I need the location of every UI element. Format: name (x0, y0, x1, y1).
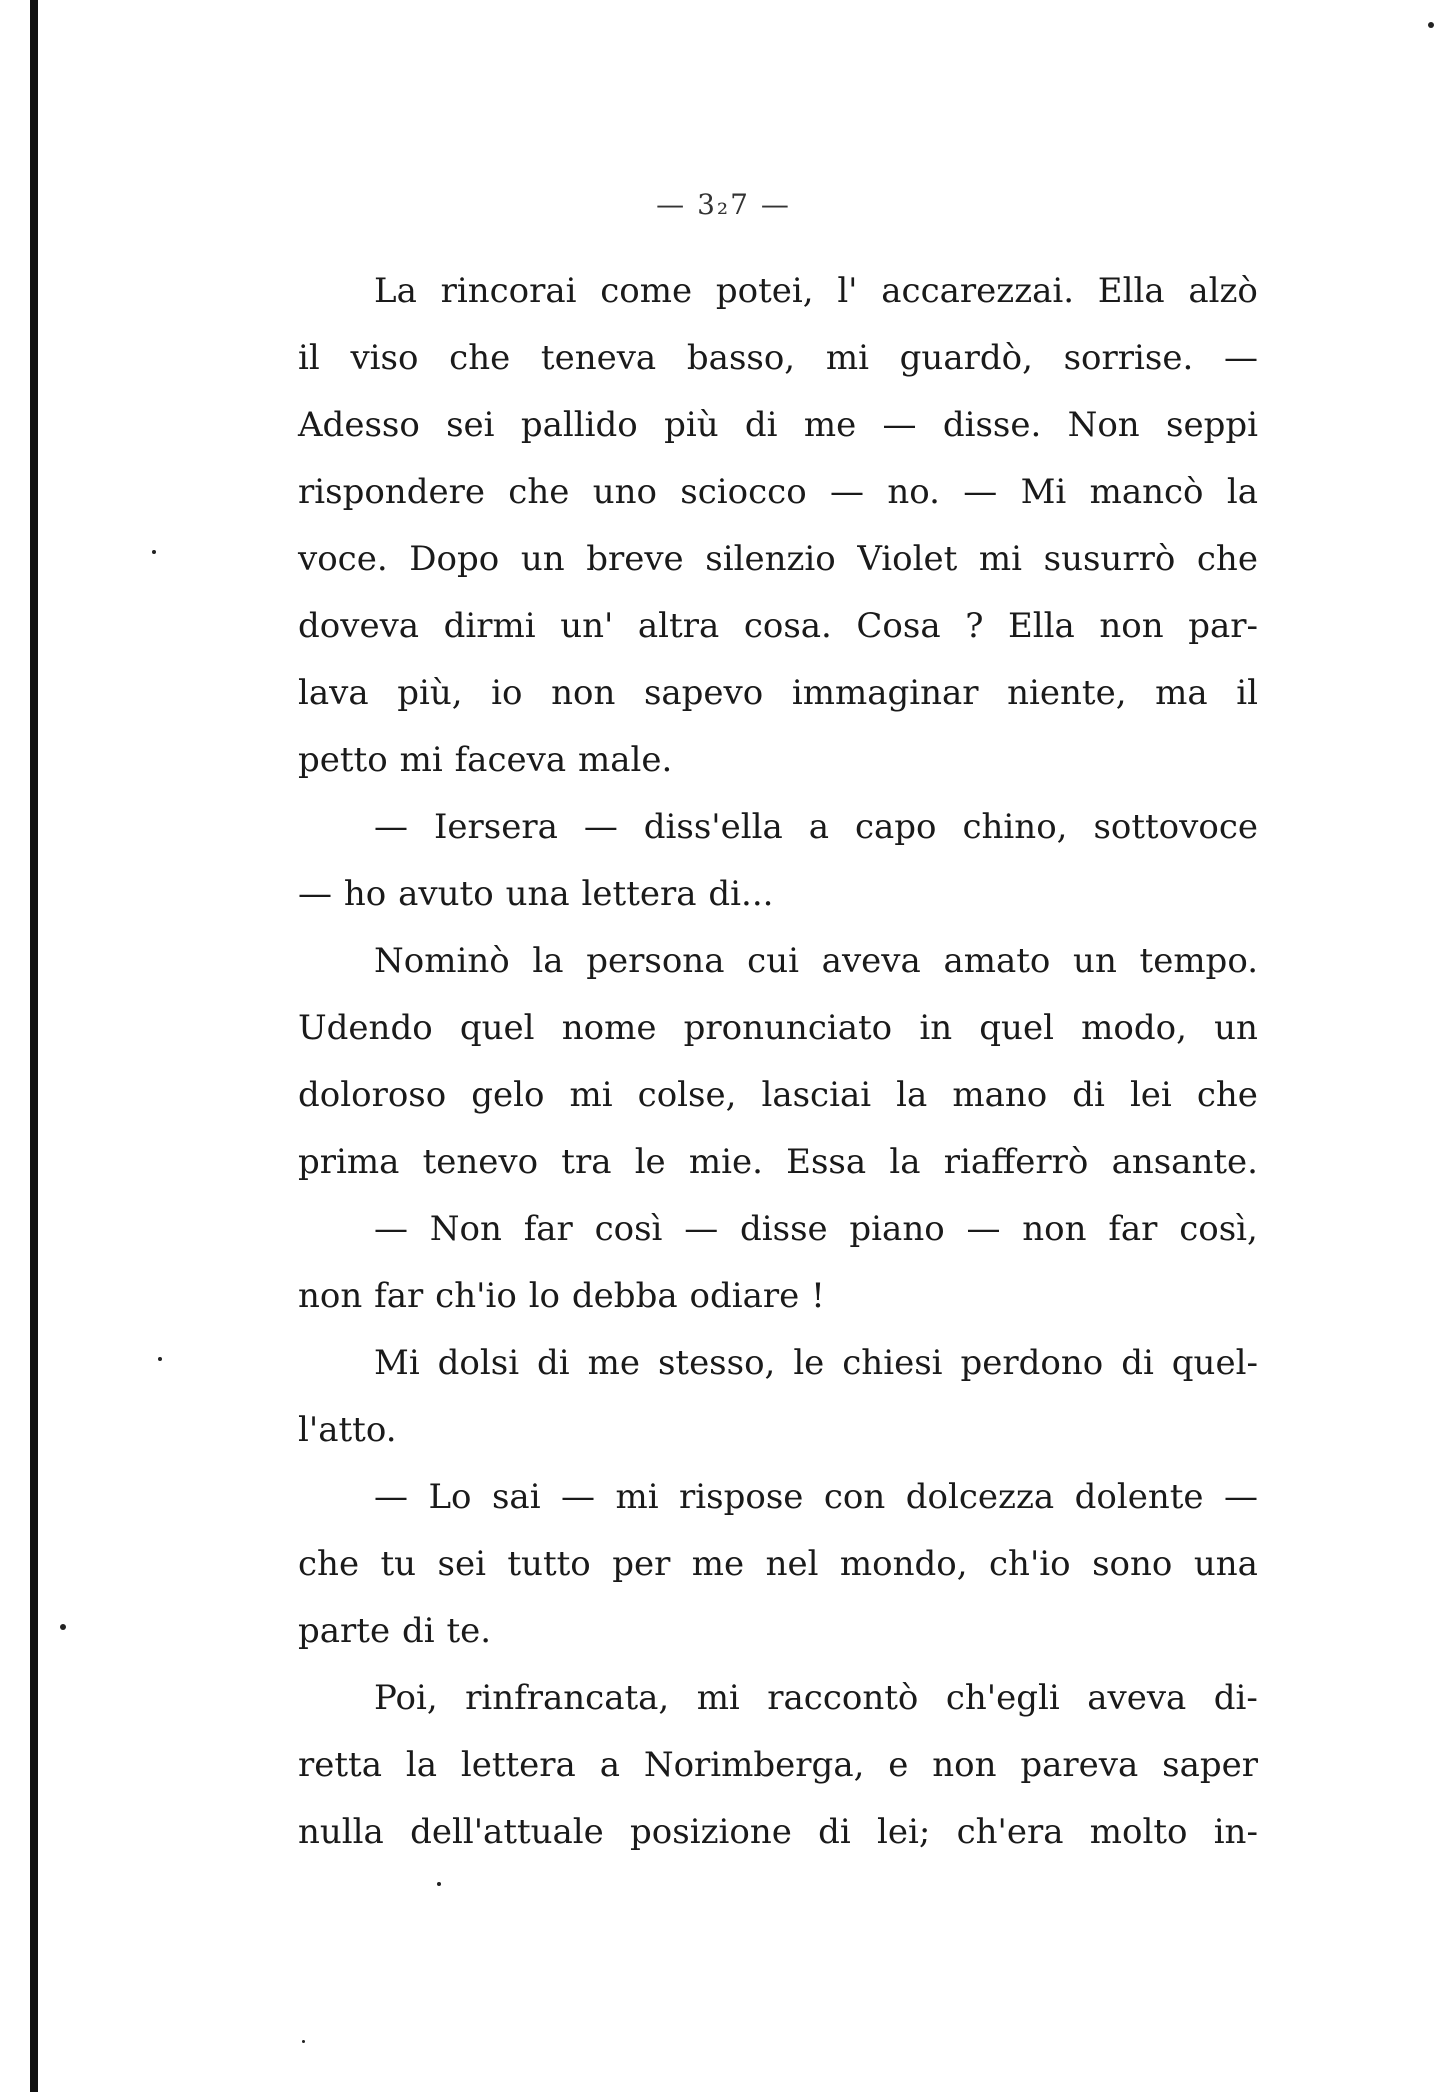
text-line (298, 1196, 1258, 1263)
word: non (298, 1276, 363, 1316)
word: avuto (398, 874, 494, 914)
word: ch'io (435, 1276, 517, 1316)
word: lettera (460, 1745, 576, 1785)
text-line (298, 928, 1258, 995)
word: Dopo (409, 539, 500, 579)
word: che (298, 1544, 360, 1584)
word: un (1073, 941, 1117, 981)
word: breve (586, 539, 684, 579)
text-line (298, 1464, 1258, 1531)
word: — (1223, 338, 1258, 378)
word: mi (615, 1477, 659, 1517)
word: riafferrò (943, 1142, 1089, 1182)
word: rispondere (298, 472, 485, 512)
word: ansante. (1111, 1142, 1258, 1182)
word: io (491, 673, 523, 713)
word: — (882, 405, 917, 445)
text-line (298, 1129, 1258, 1196)
text-line (298, 794, 1258, 861)
word: far (1108, 1209, 1158, 1249)
word: rincorai (440, 271, 577, 311)
word: me (587, 1343, 640, 1383)
scan-speck (158, 1357, 162, 1361)
word: me (691, 1544, 745, 1584)
word: susurrò (1043, 539, 1176, 579)
word: faceva (454, 740, 567, 780)
word: retta (298, 1745, 382, 1785)
word: capo (854, 807, 937, 847)
word: tra (561, 1142, 612, 1182)
page-edge-rule (30, 0, 38, 2092)
word: lo (528, 1276, 561, 1316)
word: persona (586, 941, 725, 981)
word: nel (765, 1544, 819, 1584)
word: Udendo (298, 1008, 433, 1048)
scan-speck (1428, 22, 1434, 28)
scan-speck (437, 1882, 441, 1886)
word: accarezzai. (881, 271, 1075, 311)
text-line (298, 459, 1258, 526)
text-line (298, 1397, 1258, 1464)
word: perdono (960, 1343, 1104, 1383)
word: far (374, 1276, 424, 1316)
word: petto (298, 740, 388, 780)
word: la (405, 1745, 437, 1785)
word: dolente (1074, 1477, 1204, 1517)
word: mondo, (839, 1544, 968, 1584)
word: uno (592, 472, 657, 512)
word: tu (380, 1544, 417, 1584)
word: in (919, 1008, 953, 1048)
word: gelo (471, 1075, 545, 1115)
word: che (508, 472, 570, 512)
word: a (808, 807, 830, 847)
word: lava (298, 673, 369, 713)
word: — (374, 1477, 408, 1517)
word: quel (979, 1008, 1054, 1048)
word: tenevo (422, 1142, 539, 1182)
word: la (889, 1142, 921, 1182)
word: Poi, (374, 1678, 438, 1718)
word: l' (837, 271, 858, 311)
word: — (830, 472, 864, 512)
word: dirmi (443, 606, 536, 646)
word: teneva (540, 338, 657, 378)
word: — (684, 1209, 719, 1249)
word: te. (446, 1611, 492, 1651)
word: diss'ella (643, 807, 783, 847)
word: stesso, (657, 1343, 776, 1383)
text-line (298, 1263, 1258, 1330)
word: non (1022, 1209, 1087, 1249)
word: dolcezza (905, 1477, 1055, 1517)
word: — (374, 807, 408, 847)
word: come (600, 271, 693, 311)
word: ! (811, 1276, 825, 1316)
text-line (298, 392, 1258, 459)
word: guardò, (899, 338, 1033, 378)
text-line (298, 526, 1258, 593)
text-line (298, 1330, 1258, 1397)
word: la (1226, 472, 1258, 512)
word: nulla (298, 1812, 384, 1852)
word: non (1099, 606, 1164, 646)
word: ? (965, 606, 984, 646)
word: altra (637, 606, 720, 646)
word: doloroso (298, 1075, 447, 1115)
word: sei (437, 1544, 486, 1584)
word: che (1196, 539, 1258, 579)
word: alzò (1188, 271, 1258, 311)
word: mi (978, 539, 1023, 579)
word: di (744, 405, 778, 445)
word: rinfrancata, (465, 1678, 670, 1718)
word: saper (1162, 1745, 1258, 1785)
word: modo, (1081, 1008, 1187, 1048)
text-line (298, 325, 1258, 392)
word: amato (943, 941, 1051, 981)
word: par- (1188, 606, 1258, 646)
word: — (963, 472, 998, 512)
word: di (401, 1611, 435, 1651)
word: le (634, 1142, 666, 1182)
text-line (298, 258, 1258, 325)
word: doveva (298, 606, 420, 646)
word: voce. (298, 539, 388, 579)
word: Mi (1020, 472, 1067, 512)
word: la (532, 941, 564, 981)
word: non (551, 673, 616, 713)
word: nome (561, 1008, 657, 1048)
word: cui (747, 941, 799, 981)
word: molto (1089, 1812, 1188, 1852)
word: che (449, 338, 511, 378)
word: che (1196, 1075, 1258, 1115)
word: La (374, 271, 417, 311)
text-line (298, 727, 1258, 794)
word: ch'io (989, 1544, 1071, 1584)
word: con (823, 1477, 886, 1517)
text-line (298, 1665, 1258, 1732)
word: così, (1179, 1209, 1258, 1249)
word: sapevo (643, 673, 764, 713)
word: Cosa (856, 606, 941, 646)
word: un (520, 539, 565, 579)
word: — (1223, 1477, 1258, 1517)
text-line (298, 1531, 1258, 1598)
word: tempo. (1139, 941, 1258, 981)
word: — (966, 1209, 1001, 1249)
word: una (1193, 1544, 1258, 1584)
word: mi (569, 1075, 613, 1115)
word: pareva (1020, 1745, 1139, 1785)
word: prima (298, 1142, 400, 1182)
word: male. (577, 740, 673, 780)
word: viso (350, 338, 419, 378)
word: chino, (962, 807, 1068, 847)
word: ch'egli (945, 1678, 1060, 1718)
word: quel (459, 1008, 535, 1048)
body-text (298, 258, 1258, 1866)
word: disse. (942, 405, 1042, 445)
word: — (298, 874, 332, 914)
word: mi (399, 740, 443, 780)
word: sei (446, 405, 495, 445)
word: Essa (786, 1142, 867, 1182)
word: mi (696, 1678, 740, 1718)
word: silenzio (705, 539, 836, 579)
text-line (298, 861, 1258, 928)
word: colse, (637, 1075, 737, 1115)
word: immaginar (791, 673, 979, 713)
word: sai (491, 1477, 541, 1517)
scan-speck (60, 1624, 66, 1630)
word: lettera (581, 874, 697, 914)
word: Violet (857, 539, 958, 579)
word: l'atto. (298, 1410, 397, 1450)
word: e (888, 1745, 909, 1785)
word: odiare (689, 1276, 800, 1316)
text-line (298, 1732, 1258, 1799)
word: chiesi (842, 1343, 943, 1383)
word: rispose (679, 1477, 804, 1517)
word: ch'era (956, 1812, 1064, 1852)
word: — (374, 1209, 408, 1249)
word: sciocco (680, 472, 807, 512)
word: Non (1067, 405, 1140, 445)
word: mano (952, 1075, 1048, 1115)
page-number: — 3₂7 — (656, 188, 791, 221)
word: Non (429, 1209, 502, 1249)
word: il (1236, 673, 1258, 713)
word: me (803, 405, 857, 445)
word: per (612, 1544, 671, 1584)
word: più, (397, 673, 463, 713)
text-line (298, 1062, 1258, 1129)
word: più (664, 405, 719, 445)
scan-speck (302, 2040, 305, 2043)
word: le (793, 1343, 825, 1383)
word: il (298, 338, 320, 378)
word: potei, (715, 271, 814, 311)
word: tutto (507, 1544, 591, 1584)
word: la (896, 1075, 928, 1115)
word: ma (1155, 673, 1208, 713)
word: Iersera (433, 807, 558, 847)
text-line (298, 995, 1258, 1062)
word: parte (298, 1611, 391, 1651)
word: dell'attuale (410, 1812, 604, 1852)
word: — (583, 807, 618, 847)
word: mancò (1089, 472, 1204, 512)
word: no. (887, 472, 940, 512)
word: pronunciato (683, 1008, 893, 1048)
word: lei (1129, 1075, 1172, 1115)
word: lasciai (761, 1075, 872, 1115)
word: far (523, 1209, 573, 1249)
word: aveva (1087, 1678, 1187, 1718)
word: un' (560, 606, 614, 646)
word: Adesso (298, 405, 420, 445)
word: Ella (1007, 606, 1075, 646)
word: debba (571, 1276, 678, 1316)
word: di... (708, 874, 774, 914)
word: una (505, 874, 570, 914)
word: così (594, 1209, 663, 1249)
word: di (537, 1343, 570, 1383)
word: Lo (428, 1477, 472, 1517)
word: Nominò (374, 941, 510, 981)
word: raccontò (767, 1678, 919, 1718)
text-line (298, 660, 1258, 727)
word: a (599, 1745, 620, 1785)
word: non (932, 1745, 997, 1785)
word: seppi (1166, 405, 1258, 445)
word: in- (1213, 1812, 1258, 1852)
word: ho (343, 874, 387, 914)
word: di- (1213, 1678, 1258, 1718)
word: mie. (688, 1142, 763, 1182)
word: di (818, 1812, 851, 1852)
word: aveva (821, 941, 921, 981)
word: dolsi (437, 1343, 520, 1383)
word: sorrise. (1063, 338, 1194, 378)
word: posizione (630, 1812, 792, 1852)
word: mi (825, 338, 869, 378)
word: sono (1092, 1544, 1173, 1584)
word: piano (849, 1209, 945, 1249)
word: pallido (520, 405, 638, 445)
word: — (561, 1477, 596, 1517)
word: quel- (1171, 1343, 1258, 1383)
word: un (1214, 1008, 1258, 1048)
text-line (298, 1598, 1258, 1665)
word: cosa. (743, 606, 832, 646)
word: di (1121, 1343, 1154, 1383)
word: di (1072, 1075, 1105, 1115)
word: disse (739, 1209, 828, 1249)
word: Ella (1097, 271, 1165, 311)
text-line (298, 593, 1258, 660)
word: sottovoce (1093, 807, 1258, 847)
word: Norimberga, (643, 1745, 865, 1785)
word: Mi (374, 1343, 420, 1383)
scan-speck (152, 550, 156, 554)
text-line (298, 1799, 1258, 1866)
word: niente, (1007, 673, 1127, 713)
word: basso, (686, 338, 796, 378)
word: lei; (877, 1812, 931, 1852)
